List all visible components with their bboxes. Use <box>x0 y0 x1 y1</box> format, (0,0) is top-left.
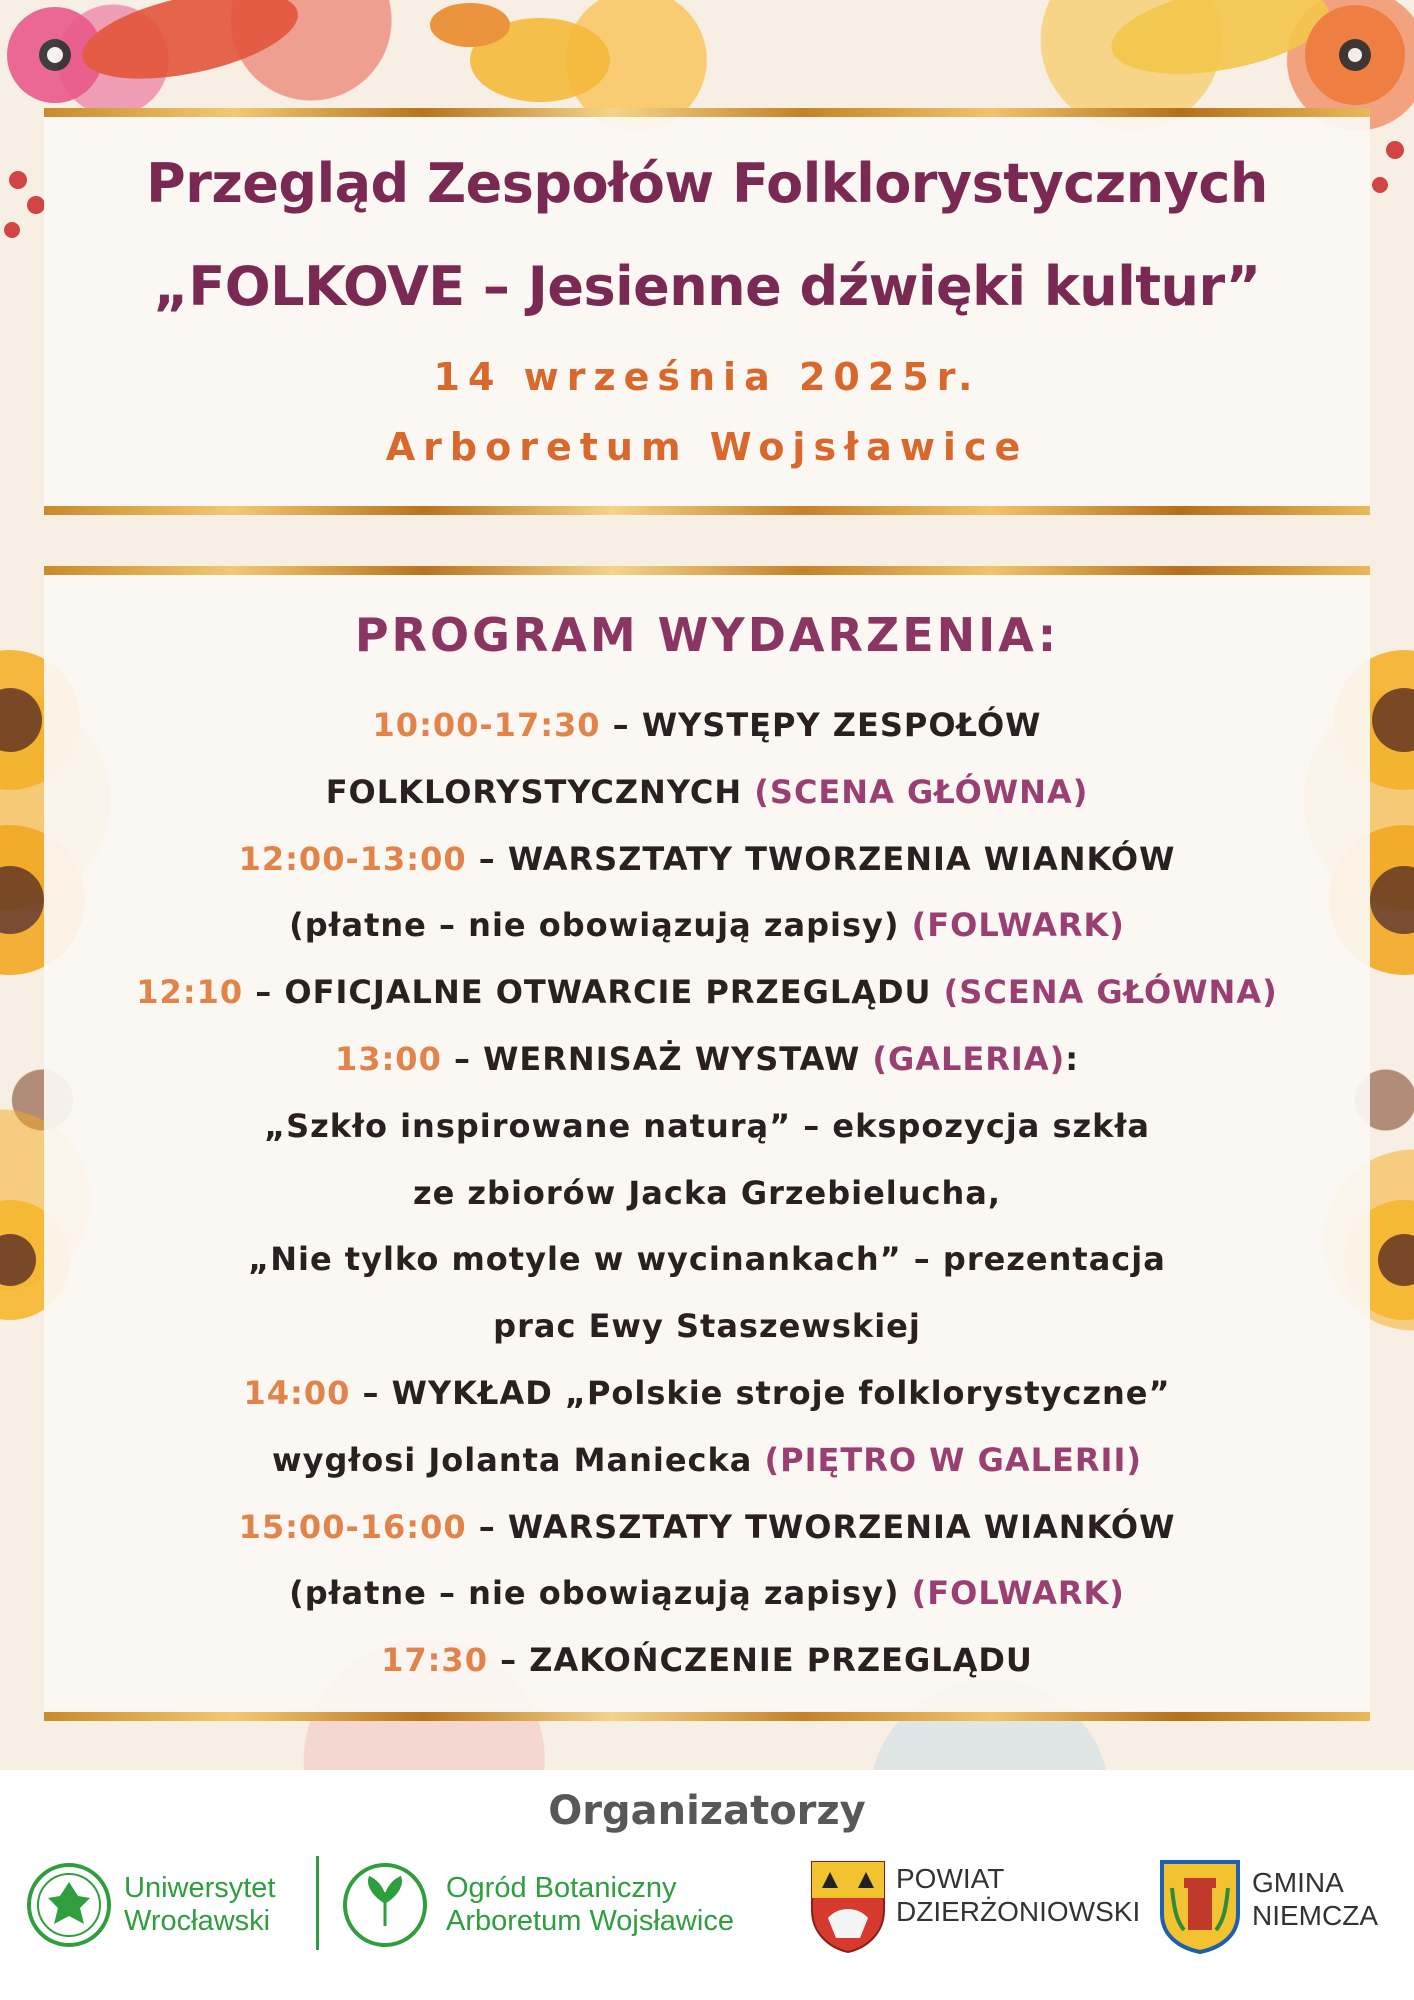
program-line <box>0 1240 1414 1278</box>
logo-line: Wrocławski <box>124 1905 271 1937</box>
program-text: (płatne – nie obowiązują zapisy) <box>289 1574 912 1612</box>
program-text: – WERNISAŻ WYSTAW <box>441 1040 873 1078</box>
program-line <box>0 906 1414 944</box>
county-coat-of-arms-icon <box>808 1858 888 1954</box>
university-emblem-icon <box>26 1862 112 1948</box>
program-line <box>0 973 1414 1011</box>
county-logo-text <box>896 1862 1140 1928</box>
program-place: (FOLWARK) <box>911 1574 1125 1612</box>
program-place: (GALERIA) <box>872 1040 1066 1078</box>
logo-line: POWIAT <box>896 1863 1005 1894</box>
program-suffix: : <box>1065 1040 1080 1078</box>
program-text: – WYKŁAD „Polskie stroje folklorystyczne” <box>350 1374 1171 1412</box>
event-venue: Arboretum Wojsławice <box>385 425 1029 469</box>
program-time: 15:00-16:00 <box>238 1508 467 1546</box>
program-place: (SCENA GŁÓWNA) <box>754 773 1089 811</box>
program-text: prac Ewy Staszewskiej <box>493 1307 921 1345</box>
botanical-garden-logo-text <box>446 1872 734 1938</box>
program-time: 12:10 <box>136 973 244 1011</box>
program-line <box>0 1307 1414 1345</box>
program-place: (SCENA GŁÓWNA) <box>943 973 1278 1011</box>
event-date: 14 września 2025r. <box>433 355 981 399</box>
logo-line: GMINA <box>1252 1867 1344 1898</box>
program-text: FOLKLORYSTYCZNYCH <box>325 773 755 811</box>
gold-divider <box>44 566 1370 575</box>
event-subtitle: „FOLKOVE – Jesienne dźwięki kultur” <box>153 255 1261 318</box>
municipality-coat-of-arms-icon <box>1158 1858 1242 1954</box>
program-text: – ZAKOŃCZENIE PRZEGLĄDU <box>487 1641 1033 1679</box>
event-title: Przegląd Zespołów Folklorystycznych <box>146 152 1268 215</box>
program-line <box>0 1374 1414 1412</box>
program-line <box>0 1040 1414 1078</box>
program-line <box>0 1641 1414 1679</box>
program-time: 17:30 <box>381 1641 488 1679</box>
program-text: (płatne – nie obowiązują zapisy) <box>289 906 912 944</box>
organizers-heading: Organizatorzy <box>548 1788 866 1834</box>
program-text: ze zbiorów Jacka Grzebielucha, <box>412 1174 1002 1212</box>
logo-separator <box>316 1856 319 1950</box>
program-line <box>0 706 1414 744</box>
botanical-garden-emblem-icon <box>342 1862 428 1948</box>
program-time: 12:00-13:00 <box>238 840 467 878</box>
program-place: (FOLWARK) <box>911 906 1125 944</box>
program-text: – WYSTĘPY ZESPOŁÓW <box>600 706 1042 744</box>
program-place: (PIĘTRO W GALERII) <box>764 1441 1142 1479</box>
program-text: – WARSZTATY TWORZENIA WIANKÓW <box>466 840 1176 878</box>
program-text: – OFICJALNE OTWARCIE PRZEGLĄDU <box>243 973 944 1011</box>
program-time: 14:00 <box>243 1374 351 1412</box>
program-time: 10:00-17:30 <box>372 706 601 744</box>
program-text: wygłosi Jolanta Maniecka <box>272 1441 765 1479</box>
program-line <box>0 840 1414 878</box>
gold-divider <box>44 108 1370 117</box>
program-text: „Nie tylko motyle w wycinankach” – prezentacja <box>248 1240 1166 1278</box>
gold-divider <box>44 1712 1370 1721</box>
program-line <box>0 1574 1414 1612</box>
logo-line: DZIERŻONIOWSKI <box>896 1896 1141 1927</box>
gold-divider <box>44 506 1370 515</box>
program-line <box>0 1508 1414 1546</box>
logo-line: Arboretum Wojsławice <box>446 1905 734 1937</box>
municipality-logo-text <box>1252 1866 1378 1932</box>
program-line <box>0 1441 1414 1479</box>
logo-line: NIEMCZA <box>1252 1900 1378 1931</box>
program-time: 13:00 <box>334 1040 442 1078</box>
program-line <box>0 1174 1414 1212</box>
logo-line: Ogród Botaniczny <box>446 1872 677 1904</box>
university-logo-text <box>124 1872 276 1938</box>
logo-line: Uniwersytet <box>124 1872 276 1904</box>
program-text: „Szkło inspirowane naturą” – ekspozycja szkła <box>264 1107 1150 1145</box>
program-line <box>0 1107 1414 1145</box>
program-heading: PROGRAM WYDARZENIA: <box>354 608 1060 662</box>
program-line <box>0 773 1414 811</box>
program-text: – WARSZTATY TWORZENIA WIANKÓW <box>466 1508 1176 1546</box>
